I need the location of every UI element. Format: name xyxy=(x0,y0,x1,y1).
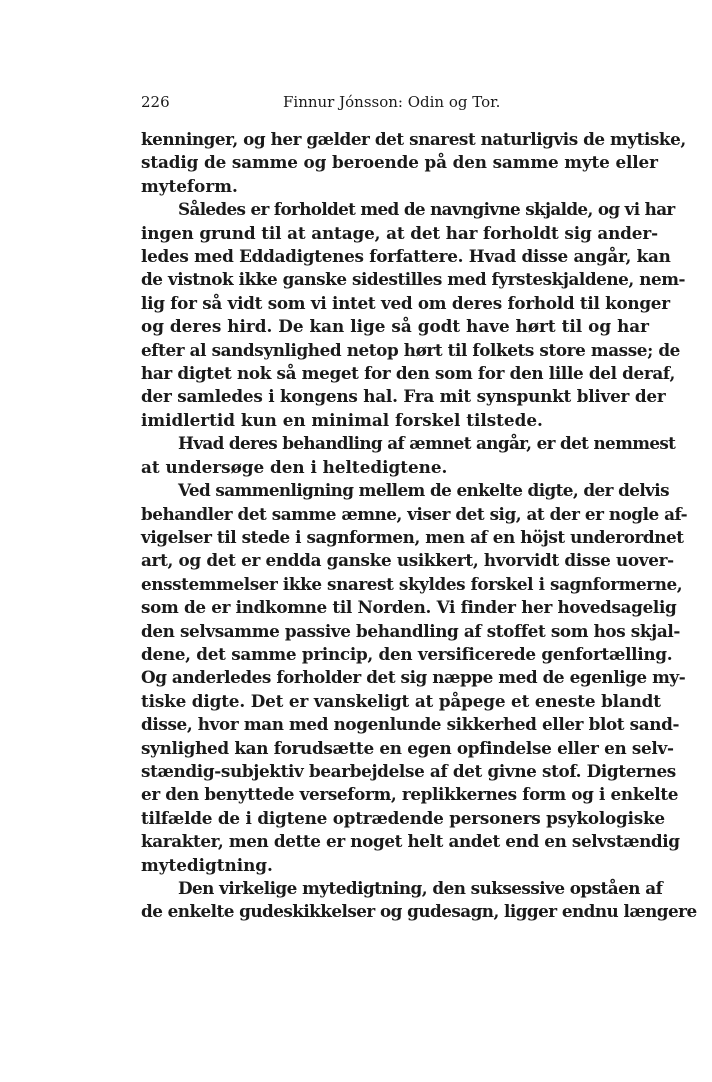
text-line: mytedigtning. xyxy=(141,854,273,875)
text-line: Ved sammenligning mellem de enkelte digte, der delvis xyxy=(178,480,669,501)
text-line: behandler det samme æmne, viser det sig, at der er nogle af- xyxy=(141,503,688,524)
text-line: den selvsamme passive behandling af stoffet som hos skjal- xyxy=(141,620,680,641)
paragraph xyxy=(141,877,697,924)
text-line: har digtet nok så meget for den som for den lille del deraf, xyxy=(141,363,675,384)
text-line: imidlertid kun en minimal forskel tilstede. xyxy=(141,409,543,430)
text-line: Og anderledes forholder det sig næppe med de egenlige my- xyxy=(141,667,686,688)
text-line: Således er forholdet med de navngivne skjalde, og vi har xyxy=(178,199,675,220)
text-line: vigelser til stede i sagnformen, men af en höjst underordnet xyxy=(141,526,684,547)
text-line: karakter, men dette er noget helt andet end en selvstændig xyxy=(141,831,680,852)
text-line: tilfælde de i digtene optrædende personers psykologiske xyxy=(141,807,665,828)
book-page xyxy=(141,90,697,924)
text-line: kenninger, og her gælder det snarest naturligvis de mytiske, xyxy=(141,129,686,149)
text-line: Den virkelige mytedigtning, den suksessive opståen af xyxy=(178,878,663,898)
text-line: de enkelte gudeskikkelser og gudesagn, ligger endnu længere xyxy=(141,901,697,922)
text-line: tiske digte. Det er vanskeligt at påpege et eneste blandt xyxy=(141,690,661,711)
text-line: myteform. xyxy=(141,175,238,196)
text-line: er den benyttede verseform, replikkernes form og i enkelte xyxy=(141,784,679,805)
text-line: ledes med Eddadigtenes forfattere. Hvad disse angår, kan xyxy=(141,246,671,267)
text-line: som de er indkomne til Norden. Vi finder her hovedsagelig xyxy=(141,597,677,618)
paragraph xyxy=(141,432,676,479)
text-line: efter al sandsynlighed netop hørt til folkets store masse; de xyxy=(141,339,680,360)
page-number: 226 xyxy=(141,93,170,111)
text-line: Hvad deres behandling af æmnet angår, er det nemmest xyxy=(178,433,676,454)
running-title: Finnur Jónsson: Odin og Tor. xyxy=(283,93,501,111)
text-line: ingen grund til at antage, at det har forholdt sig ander- xyxy=(141,222,658,243)
paragraph xyxy=(141,198,686,432)
text-line: dene, det samme princip, den versificerede genfortælling. xyxy=(141,643,673,664)
text-line: der samledes i kongens hal. Fra mit synspunkt bliver der xyxy=(141,386,666,407)
text-line: synlighed kan forudsætte en egen opfindelse eller en selv- xyxy=(141,737,674,758)
paragraph xyxy=(141,128,686,198)
text-line: stændig-subjektiv bearbejdelse af det givne stof. Digternes xyxy=(141,760,676,781)
text-line: art, og det er endda ganske usikkert, hvorvidt disse uover- xyxy=(141,550,674,571)
body-text xyxy=(141,128,697,924)
text-line: lig for så vidt som vi intet ved om deres forhold til konger xyxy=(141,292,670,313)
text-line: stadig de samme og beroende på den samme myte eller xyxy=(141,152,658,173)
text-line: ensstemmelser ikke snarest skyldes forskel i sagnformerne, xyxy=(141,573,683,594)
text-line: at undersøge den i heltedigtene. xyxy=(141,456,448,477)
paragraph xyxy=(141,479,688,877)
text-line: og deres hird. De kan lige så godt have hørt til og har xyxy=(141,316,649,337)
text-line: de vistnok ikke ganske sidestilles med fyrsteskjaldene, nem- xyxy=(141,269,686,290)
running-header xyxy=(141,90,649,114)
text-line: disse, hvor man med nogenlunde sikkerhed eller blot sand- xyxy=(141,714,680,735)
